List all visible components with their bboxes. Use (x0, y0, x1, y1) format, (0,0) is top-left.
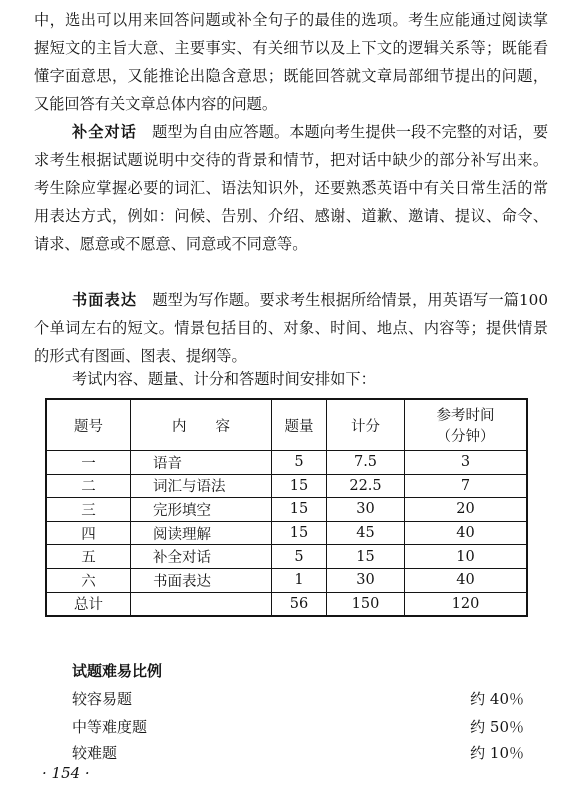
cell-time: 3 (405, 451, 528, 475)
table-row (46, 474, 527, 498)
cell-time: 10 (405, 545, 528, 569)
table-row (46, 498, 527, 522)
difficulty-label: 较难题 (72, 744, 118, 762)
difficulty-label: 中等难度题 (72, 718, 148, 736)
cell-content (131, 592, 272, 616)
header-time-unit: （分钟） (436, 429, 495, 445)
section-body-writing: 题型为写作题。要求考生根据所给情景，用英语写一篇100个单词左右的短文。情景包括目的、对象、时间、地点、内容等；提供情景的形式有图画、图表、提纲等。 (34, 291, 548, 365)
cell-total-label: 总计 (46, 592, 131, 616)
cell-content: 书面表达 (131, 568, 272, 592)
paragraph-writing (34, 286, 548, 370)
cell-number: 四 (46, 521, 131, 545)
cell-count: 1 (272, 568, 327, 592)
cell-time: 20 (405, 498, 528, 522)
cell-time: 120 (405, 592, 528, 616)
cell-number: 二 (46, 474, 131, 498)
difficulty-value: 约 10％ (470, 744, 524, 762)
exam-table (45, 398, 528, 617)
cell-time: 40 (405, 521, 528, 545)
difficulty-label: 较容易题 (72, 690, 133, 708)
cell-time: 40 (405, 568, 528, 592)
paragraph-dialogue (34, 118, 548, 258)
header-count: 题量 (272, 399, 327, 451)
difficulty-value: 约 50％ (470, 718, 524, 736)
cell-score: 30 (327, 568, 405, 592)
cell-score: 15 (327, 545, 405, 569)
cell-number: 六 (46, 568, 131, 592)
cell-number: 一 (46, 451, 131, 475)
section-heading-writing: 书面表达 (72, 291, 138, 309)
header-score: 计分 (327, 399, 405, 451)
cell-count: 15 (272, 498, 327, 522)
cell-content: 阅读理解 (131, 521, 272, 545)
cell-number: 五 (46, 545, 131, 569)
header-time (405, 399, 528, 451)
table-row (46, 568, 527, 592)
cell-score: 7.5 (327, 451, 405, 475)
table-intro: 考试内容、题量、计分和答题时间安排如下： (72, 370, 376, 388)
cell-score: 150 (327, 592, 405, 616)
cell-count: 5 (272, 451, 327, 475)
cell-count: 5 (272, 545, 327, 569)
cell-content: 语音 (131, 451, 272, 475)
header-time-label: 参考时间 (436, 408, 495, 424)
cell-content: 补全对话 (131, 545, 272, 569)
table-row (46, 545, 527, 569)
table-total-row (46, 592, 527, 616)
header-number: 题号 (46, 399, 131, 451)
cell-score: 22.5 (327, 474, 405, 498)
cell-score: 45 (327, 521, 405, 545)
page-number: · 154 · (42, 764, 90, 782)
table-header-row (46, 399, 527, 451)
cell-score: 30 (327, 498, 405, 522)
cell-count: 15 (272, 521, 327, 545)
difficulty-title: 试题难易比例 (72, 662, 163, 680)
header-content: 内 容 (131, 399, 272, 451)
difficulty-value: 约 40％ (470, 690, 524, 708)
cell-number: 三 (46, 498, 131, 522)
section-heading-dialogue: 补全对话 (72, 123, 137, 141)
cell-count: 56 (272, 592, 327, 616)
paragraph-reading: 中，选出可以用来回答问题或补全句子的最佳的选项。考生应能通过阅读掌握短文的主旨大意、主要事实、有关细节以及上下文的逻辑关系等；既能看懂字面意思，又能推论出隐含意思；既能回答就文章局部细节提出的问题，又能回答有关文章总体内容的问题。 (34, 11, 548, 113)
section-body-dialogue: 题型为自由应答题。本题向考生提供一段不完整的对话，要求考生根据试题说明中交待的背景和情节，把对话中缺少的部分补写出来。考生除应掌握必要的词汇、语法知识外，还要熟悉英语中有关日常生活的常用表达方式，例如：问候、告别、介绍、感谢、道歉、邀请、提议、命令、请求、愿意或不愿意、同意或不同意等。 (34, 123, 549, 253)
table-row (46, 521, 527, 545)
table-row (46, 451, 527, 475)
cell-content: 完形填空 (131, 498, 272, 522)
cell-count: 15 (272, 474, 327, 498)
cell-time: 7 (405, 474, 528, 498)
cell-content: 词汇与语法 (131, 474, 272, 498)
